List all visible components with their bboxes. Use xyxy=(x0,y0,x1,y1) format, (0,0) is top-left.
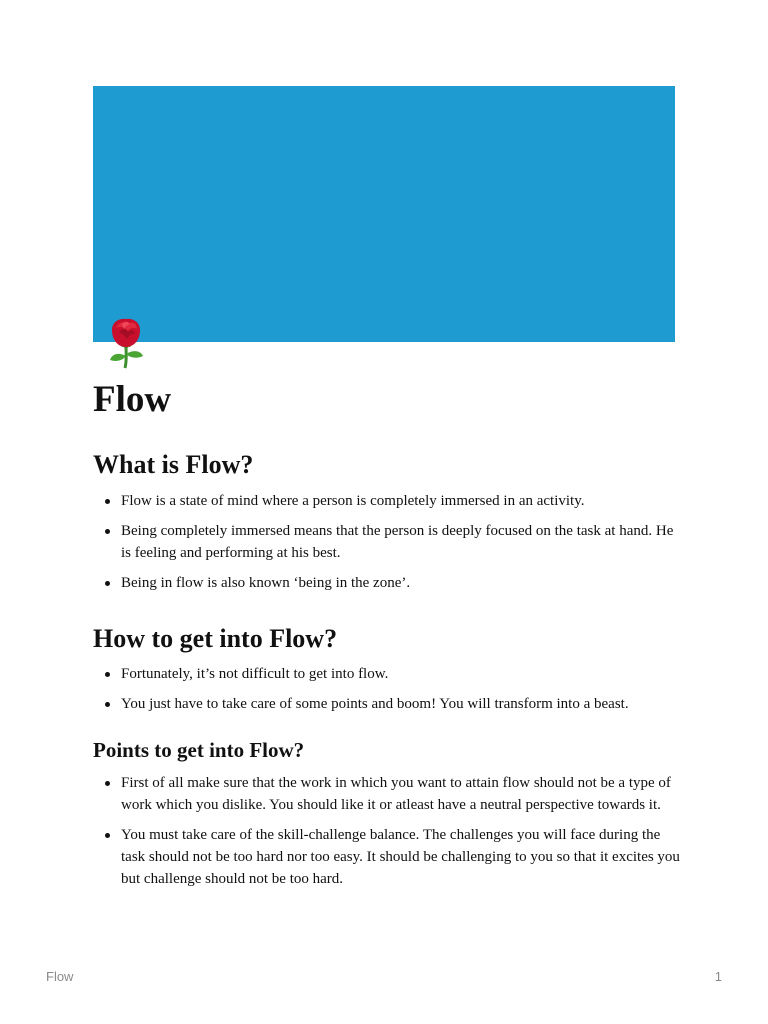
list-item: Fortunately, it’s not difficult to get into flow. xyxy=(93,663,683,685)
section-heading-how-to-get-into-flow: How to get into Flow? xyxy=(93,624,338,653)
footer-page-number: 1 xyxy=(714,969,722,984)
list-item: Flow is a state of mind where a person is completely immersed in an activity. xyxy=(93,490,683,512)
footer-document-title: Flow xyxy=(46,969,74,984)
list-item: You just have to take care of some points and boom! You will transform into a beast. xyxy=(93,693,683,715)
list-item: You must take care of the skill-challenge balance. The challenges you will face during the task should not be too hard nor too easy. It should be challenging to you so that it excites you but challenge should not be too hard. xyxy=(93,824,683,890)
page-title: Flow xyxy=(93,379,172,420)
rose-icon xyxy=(104,316,148,370)
points-to-get-into-flow-list xyxy=(93,772,683,898)
list-item: Being in flow is also known ‘being in the zone’. xyxy=(93,572,683,594)
how-to-get-into-flow-list xyxy=(93,663,683,723)
list-item: First of all make sure that the work in which you want to attain flow should not be a type of work which you dislike. You should like it or atleast have a neutral perspective towards it. xyxy=(93,772,683,816)
cover-banner xyxy=(93,86,675,342)
list-item: Being completely immersed means that the person is deeply focused on the task at hand. He is feeling and performing at his best. xyxy=(93,520,683,564)
section-heading-what-is-flow: What is Flow? xyxy=(93,450,254,479)
section-heading-points-to-get-into-flow: Points to get into Flow? xyxy=(93,738,305,762)
what-is-flow-list xyxy=(93,490,683,602)
